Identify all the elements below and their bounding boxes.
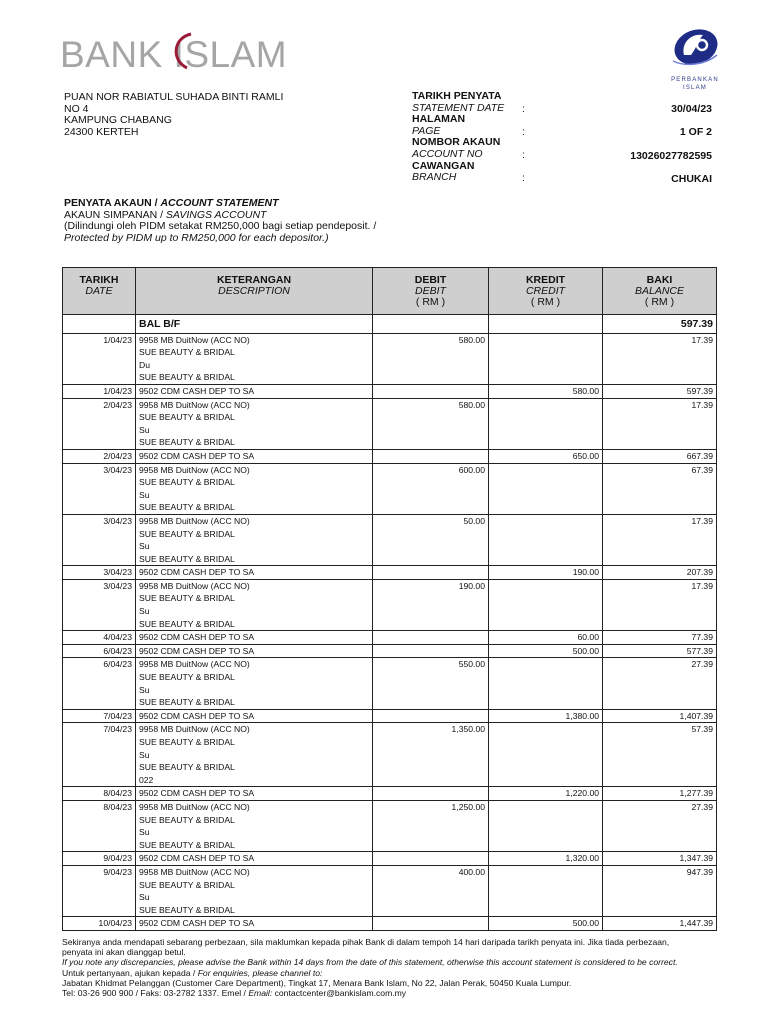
transaction-debit: [373, 917, 489, 931]
perbankan-label: PERBANKAN: [671, 77, 719, 83]
transaction-description: [136, 658, 373, 709]
transaction-balance: 667.39: [603, 449, 717, 463]
transaction-description: [136, 398, 373, 449]
colon: :: [522, 172, 525, 184]
description-line: SUE BEAUTY & BRIDAL: [139, 879, 235, 890]
statement-date-label-en: STATEMENT DATE: [412, 101, 505, 114]
description-line: Du: [139, 359, 150, 370]
table-row: [63, 644, 717, 658]
description-line: 022: [139, 774, 154, 785]
transaction-balance: 17.39: [603, 514, 717, 565]
account-no-label-en: ACCOUNT NO: [412, 147, 483, 160]
transaction-description: [136, 449, 373, 463]
page-label-my: HALAMAN: [412, 113, 466, 126]
transaction-balance: 207.39: [603, 566, 717, 580]
debit-header-en: DEBIT: [415, 285, 446, 297]
colon: :: [522, 149, 525, 161]
debit-header-unit: ( RM ): [415, 296, 446, 308]
statement-title-en: ACCOUNT STATEMENT: [160, 197, 279, 209]
description-line: SUE BEAUTY & BRIDAL: [139, 372, 235, 383]
transaction-debit: 600.00: [373, 463, 489, 514]
branch-label-en: BRANCH: [412, 171, 457, 184]
description-line: SUE BEAUTY & BRIDAL: [139, 347, 235, 358]
description-line: SUE BEAUTY & BRIDAL: [139, 528, 235, 539]
transaction-debit: [373, 709, 489, 723]
description-line: 9958 MB DuitNow (ACC NO): [139, 515, 250, 526]
table-row: [63, 333, 717, 384]
transaction-date: 9/04/23: [63, 865, 136, 916]
transaction-debit: [373, 852, 489, 866]
description-line: SUE BEAUTY & BRIDAL: [139, 814, 235, 825]
transaction-description: [136, 644, 373, 658]
balance-header-en: BALANCE: [634, 285, 685, 297]
table-header-row: [63, 268, 717, 315]
transaction-credit: 60.00: [489, 631, 603, 645]
table-row: [63, 566, 717, 580]
transaction-balance: 1,447.39: [603, 917, 717, 931]
description-line: SUE BEAUTY & BRIDAL: [139, 762, 235, 773]
contact-email: contactcenter@bankislam.com.my: [272, 988, 407, 999]
description-line: 9958 MB DuitNow (ACC NO): [139, 724, 250, 735]
description-line: SUE BEAUTY & BRIDAL: [139, 672, 235, 683]
transaction-date: 9/04/23: [63, 852, 136, 866]
transaction-credit: [489, 865, 603, 916]
table-row: [63, 800, 717, 851]
transaction-balance: 1,407.39: [603, 709, 717, 723]
transaction-credit: [489, 800, 603, 851]
transaction-date: 3/04/23: [63, 566, 136, 580]
description-line: 9958 MB DuitNow (ACC NO): [139, 659, 250, 670]
transaction-debit: [373, 787, 489, 801]
page-value: 1 OF 2: [679, 126, 712, 138]
bf-label: BAL B/F: [136, 315, 373, 334]
colon: :: [522, 126, 525, 138]
description-line: 9502 CDM CASH DEP TO SA: [139, 788, 255, 799]
transaction-date: 10/04/23: [63, 917, 136, 931]
balance-header-my: BAKI: [646, 274, 673, 286]
transaction-debit: 400.00: [373, 865, 489, 916]
contact-phone-fax: Tel: 03-26 900 900 / Faks: 03-2782 1337. Emel /: [62, 988, 249, 999]
transaction-debit: 580.00: [373, 398, 489, 449]
description-line: SUE BEAUTY & BRIDAL: [139, 502, 235, 513]
description-line: Su: [139, 892, 150, 903]
transaction-balance: 1,347.39: [603, 852, 717, 866]
statement-title-my: PENYATA AKAUN /: [64, 197, 158, 209]
account-no-label-my: NOMBOR AKAUN: [412, 136, 501, 149]
transaction-debit: 190.00: [373, 579, 489, 630]
transaction-date: 7/04/23: [63, 723, 136, 787]
description-line: SUE BEAUTY & BRIDAL: [139, 412, 235, 423]
transaction-date: 3/04/23: [63, 514, 136, 565]
transaction-balance: 1,277.39: [603, 787, 717, 801]
description-line: Su: [139, 749, 150, 760]
customer-address: [64, 92, 283, 138]
transaction-credit: [489, 463, 603, 514]
branch-value: CHUKAI: [671, 173, 712, 185]
customer-name: PUAN NOR RABIATUL SUHADA BINTI RAMLI: [64, 91, 284, 103]
transaction-credit: [489, 723, 603, 787]
islam-label: ISLAM: [682, 85, 707, 91]
colon: :: [522, 103, 525, 115]
transaction-debit: [373, 644, 489, 658]
transaction-description: [136, 787, 373, 801]
description-line: SUE BEAUTY & BRIDAL: [139, 553, 235, 564]
description-line: SUE BEAUTY & BRIDAL: [139, 697, 235, 708]
transaction-description: [136, 852, 373, 866]
transaction-balance: 17.39: [603, 398, 717, 449]
transaction-description: [136, 631, 373, 645]
statement-date-value: 30/04/23: [671, 103, 712, 115]
transaction-balance: 17.39: [603, 333, 717, 384]
transaction-date: 2/04/23: [63, 398, 136, 449]
perbankan-islam-emblem-icon: [669, 25, 721, 71]
credit-header-my: KREDIT: [525, 274, 566, 286]
description-line: 9958 MB DuitNow (ACC NO): [139, 399, 250, 410]
transaction-debit: [373, 384, 489, 398]
transaction-description: [136, 865, 373, 916]
description-line: SUE BEAUTY & BRIDAL: [139, 737, 235, 747]
email-label: Email:: [248, 988, 273, 999]
debit-column-header: [373, 268, 489, 315]
description-line: 9502 CDM CASH DEP TO SA: [139, 632, 255, 643]
transaction-credit: 1,220.00: [489, 787, 603, 801]
transaction-credit: [489, 579, 603, 630]
pidm-note-my: (Dilindungi oleh PIDM setakat RM250,000 bagi setiap pendeposit. /: [64, 220, 377, 233]
description-line: SUE BEAUTY & BRIDAL: [139, 904, 235, 915]
transaction-credit: [489, 658, 603, 709]
transaction-balance: 27.39: [603, 800, 717, 851]
transaction-balance: 597.39: [603, 384, 717, 398]
transaction-credit: 500.00: [489, 644, 603, 658]
description-line: SUE BEAUTY & BRIDAL: [139, 477, 235, 488]
description-line: 9502 CDM CASH DEP TO SA: [139, 450, 255, 461]
transaction-description: [136, 723, 373, 787]
description-line: 9958 MB DuitNow (ACC NO): [139, 464, 250, 475]
description-line: Su: [139, 606, 150, 617]
enquiry-label-my: Untuk pertanyaan, ajukan kepada /: [62, 967, 198, 978]
table-row: [63, 514, 717, 565]
transaction-date: 3/04/23: [63, 579, 136, 630]
account-no-value: 13026027782595: [630, 150, 712, 162]
transaction-date: 6/04/23: [63, 644, 136, 658]
transaction-description: [136, 800, 373, 851]
table-row: [63, 398, 717, 449]
date-header-my: TARIKH: [79, 274, 119, 286]
footer-note-my-1: Sekiranya anda mendapati sebarang perbezaan, sila maklumkan kepada pihak Bank di dalam tempoh 14 hari daripada tarikh penyata ini. Jika tiada perbezaan,: [62, 937, 670, 947]
statement-meta-labels: [412, 91, 504, 184]
transaction-debit: [373, 449, 489, 463]
transaction-balance: 57.39: [603, 723, 717, 787]
description-line: Su: [139, 489, 150, 500]
date-column-header: [63, 268, 136, 315]
transaction-credit: 1,320.00: [489, 852, 603, 866]
description-line: 9958 MB DuitNow (ACC NO): [139, 580, 250, 591]
table-row: [63, 865, 717, 916]
transaction-credit: 1,380.00: [489, 709, 603, 723]
transaction-description: [136, 384, 373, 398]
description-line: Su: [139, 684, 150, 695]
transaction-balance: 577.39: [603, 644, 717, 658]
address-line-3: 24300 KERTEH: [64, 125, 139, 138]
branch-label-my: CAWANGAN: [412, 159, 475, 172]
transaction-date: 6/04/23: [63, 658, 136, 709]
transactions-table: [62, 267, 717, 931]
description-line: 9502 CDM CASH DEP TO SA: [139, 645, 255, 656]
table-row: [63, 631, 717, 645]
transaction-credit: 580.00: [489, 384, 603, 398]
transaction-credit: 190.00: [489, 566, 603, 580]
description-line: 9502 CDM CASH DEP TO SA: [139, 710, 255, 721]
date-header-en: DATE: [85, 285, 113, 297]
description-header-my: KETERANGAN: [216, 274, 292, 286]
statement-footer: [62, 937, 742, 998]
perbankan-islam-badge: [655, 25, 735, 92]
bank-logo-text: BANK ISLAM: [60, 34, 288, 75]
transaction-date: 2/04/23: [63, 449, 136, 463]
address-line-2: KAMPUNG CHABANG: [64, 114, 172, 127]
transaction-date: 8/04/23: [63, 800, 136, 851]
transaction-date: 4/04/23: [63, 631, 136, 645]
description-line: SUE BEAUTY & BRIDAL: [139, 618, 235, 629]
transaction-description: [136, 566, 373, 580]
transaction-description: [136, 514, 373, 565]
transaction-date: 8/04/23: [63, 787, 136, 801]
statement-heading: [64, 198, 376, 244]
transaction-description: [136, 579, 373, 630]
transaction-balance: 27.39: [603, 658, 717, 709]
transaction-debit: 1,250.00: [373, 800, 489, 851]
transaction-balance: 17.39: [603, 579, 717, 630]
description-header-en: DESCRIPTION: [218, 285, 290, 297]
table-row: [63, 579, 717, 630]
table-row: [63, 449, 717, 463]
transaction-balance: 67.39: [603, 463, 717, 514]
transaction-debit: [373, 566, 489, 580]
transaction-debit: 1,350.00: [373, 723, 489, 787]
description-line: Su: [139, 827, 150, 838]
transaction-debit: 580.00: [373, 333, 489, 384]
transaction-credit: [489, 514, 603, 565]
balance-column-header: [603, 268, 717, 315]
description-line: 9502 CDM CASH DEP TO SA: [139, 853, 255, 864]
bf-balance: 597.39: [603, 315, 717, 334]
table-row: [63, 852, 717, 866]
page-label-en: PAGE: [412, 124, 441, 137]
debit-header-my: DEBIT: [414, 274, 447, 286]
description-line: Su: [139, 541, 150, 552]
transaction-date: 3/04/23: [63, 463, 136, 514]
pidm-note-en: Protected by PIDM up to RM250,000 for each depositor.): [64, 231, 329, 244]
transaction-credit: [489, 333, 603, 384]
balance-brought-forward-row: [63, 315, 717, 334]
description-column-header: [136, 268, 373, 315]
table-row: [63, 709, 717, 723]
transaction-date: 7/04/23: [63, 709, 136, 723]
address-line-1: NO 4: [64, 102, 89, 115]
description-line: 9502 CDM CASH DEP TO SA: [139, 385, 255, 396]
footer-note-my-2: penyata ini akan dianggap betul.: [62, 947, 186, 958]
transaction-debit: [373, 631, 489, 645]
account-type-en: SAVINGS ACCOUNT: [165, 208, 267, 221]
account-type-my: AKAUN SIMPANAN /: [64, 208, 163, 221]
transaction-description: [136, 463, 373, 514]
description-line: SUE BEAUTY & BRIDAL: [139, 437, 235, 448]
table-row: [63, 917, 717, 931]
transaction-balance: 947.39: [603, 865, 717, 916]
transaction-date: 1/04/23: [63, 384, 136, 398]
balance-header-unit: ( RM ): [644, 296, 675, 308]
transaction-credit: 500.00: [489, 917, 603, 931]
transaction-credit: 650.00: [489, 449, 603, 463]
logo-swoosh-icon: [165, 30, 195, 70]
description-line: 9502 CDM CASH DEP TO SA: [139, 918, 255, 929]
description-line: 9958 MB DuitNow (ACC NO): [139, 866, 250, 877]
credit-column-header: [489, 268, 603, 315]
description-line: 9502 CDM CASH DEP TO SA: [139, 567, 255, 578]
transaction-credit: [489, 398, 603, 449]
enquiry-label-en: For enquiries, please channel to:: [197, 967, 323, 978]
description-line: SUE BEAUTY & BRIDAL: [139, 839, 235, 850]
transaction-description: [136, 917, 373, 931]
table-row: [63, 723, 717, 787]
customer-care-address: Jabatan Khidmat Pelanggan (Customer Care Department), Tingkat 17, Menara Bank Islam, No 22, Jalan Perak, 50450 Kuala Lumpur.: [62, 977, 572, 988]
transaction-description: [136, 333, 373, 384]
table-row: [63, 384, 717, 398]
transaction-date: 1/04/23: [63, 333, 136, 384]
description-line: Su: [139, 424, 150, 435]
footer-note-en: If you note any discrepancies, please advise the Bank within 14 days from the date of this statement, otherwise this account statement is considered to be correct.: [62, 957, 678, 968]
table-row: [63, 658, 717, 709]
transaction-description: [136, 709, 373, 723]
statement-date-label-my: TARIKH PENYATA: [412, 90, 502, 102]
transaction-debit: 50.00: [373, 514, 489, 565]
description-line: 9958 MB DuitNow (ACC NO): [139, 801, 250, 812]
table-row: [63, 463, 717, 514]
credit-header-unit: ( RM ): [530, 296, 561, 308]
table-row: [63, 787, 717, 801]
transaction-balance: 77.39: [603, 631, 717, 645]
credit-header-en: CREDIT: [525, 285, 566, 297]
description-line: 9958 MB DuitNow (ACC NO): [139, 334, 250, 345]
transaction-debit: 550.00: [373, 658, 489, 709]
description-line: SUE BEAUTY & BRIDAL: [139, 593, 235, 604]
